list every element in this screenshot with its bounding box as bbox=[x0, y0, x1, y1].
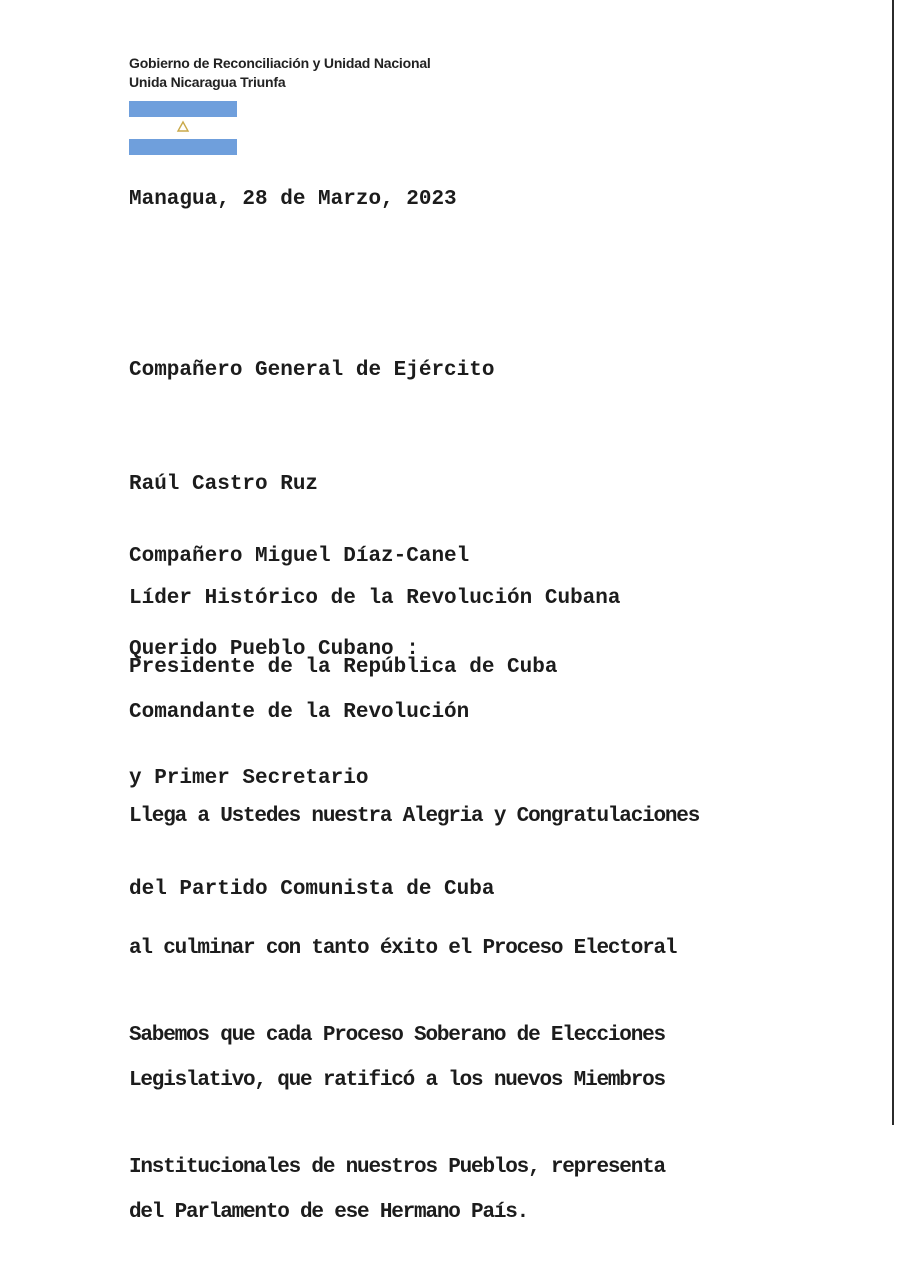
paragraph-line: Institucionales de nuestros Pueblos, representa bbox=[129, 1156, 665, 1179]
recipient-line: Compañero Miguel Díaz-Canel bbox=[129, 545, 470, 568]
paragraph-line: del Parlamento de ese Hermano País. bbox=[129, 1201, 529, 1224]
recipient-line: Raúl Castro Ruz bbox=[129, 473, 319, 496]
letter-greeting: Querido Pueblo Cubano : bbox=[129, 638, 419, 661]
recipient-line: Compañero General de Ejército bbox=[129, 359, 495, 382]
recipient-line: del Partido Comunista de Cuba bbox=[129, 878, 495, 901]
recipient-line: Presidente de la República de Cuba bbox=[129, 656, 558, 679]
letterhead bbox=[129, 54, 431, 92]
flag-bottom-stripe bbox=[129, 139, 237, 155]
paragraph-line: Llega a Ustedes nuestra Alegria y Congratulaciones bbox=[129, 805, 700, 828]
recipient-line: Líder Histórico de la Revolución Cubana bbox=[129, 587, 621, 610]
body-paragraph-2 bbox=[129, 926, 665, 1234]
flag-emblem-icon bbox=[177, 121, 189, 133]
nicaragua-flag-icon bbox=[129, 101, 237, 155]
letterhead-slogan: Unida Nicaragua Triunfa bbox=[129, 74, 286, 90]
paragraph-line: Sabemos que cada Proceso Soberano de Elecciones bbox=[129, 1024, 665, 1047]
letterhead-government-name: Gobierno de Reconciliación y Unidad Nacional bbox=[129, 55, 431, 71]
recipient-line: y Primer Secretario bbox=[129, 767, 369, 790]
paragraph-line: al culminar con tanto éxito el Proceso Electoral bbox=[129, 937, 677, 960]
paragraph-line: Legislativo, que ratificó a los nuevos Miembros bbox=[129, 1069, 665, 1092]
page-edge-border bbox=[892, 0, 894, 1125]
letter-date: Managua, 28 de Marzo, 2023 bbox=[129, 188, 457, 211]
flag-top-stripe bbox=[129, 101, 237, 117]
recipient-line: Comandante de la Revolución bbox=[129, 701, 470, 724]
